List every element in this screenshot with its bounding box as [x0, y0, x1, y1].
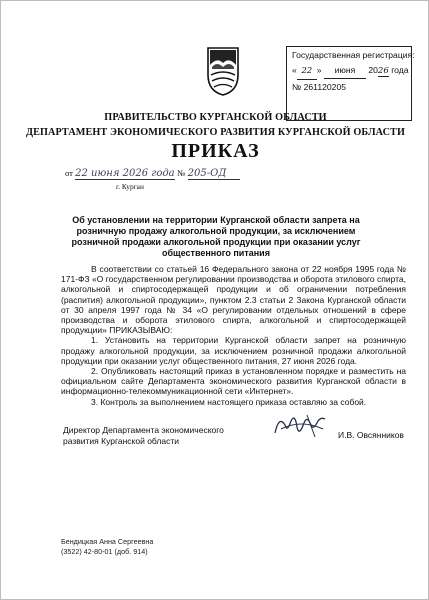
signatory-position: [63, 425, 238, 446]
signatory-position-line2: развития Курганской области: [63, 435, 179, 446]
document-type-title: ПРИКАЗ: [171, 140, 260, 162]
body-preamble: В соответствии со статьей 16 Федерального закона от 22 ноября 1995 года № 171-ФЗ «О государственном регулировании производства и оборота этилового спирта, алкогольной и спиртосодержащей продукции и об ограничении потребления (распития) алкогольной продукции», пунктом 2.3 статьи 2 Закона Курганской области от 30 апреля 1997 года № 34 «О регулировании отдельных отношений в сфере производства и оборота этилового спирта, алкогольной и спиртосодержащей продукции» ПРИКАЗЫВАЮ:: [61, 264, 406, 336]
registration-label: Государственная регистрация:: [292, 50, 415, 60]
registration-year-prefix: 20: [368, 65, 378, 75]
order-date-handwritten: 22 июня 2026 года: [75, 168, 175, 179]
registration-number-line: [292, 80, 406, 95]
registration-number-label: №: [292, 82, 302, 92]
executor-name: Бендицкая Анна Сергеевна: [61, 537, 154, 546]
government-title: ПРАВИТЕЛЬСТВО КУРГАНСКОЙ ОБЛАСТИ: [104, 112, 327, 123]
executor-phone: (3522) 42-80-01 (доб. 914): [61, 546, 148, 556]
registration-year-word: года: [391, 65, 409, 75]
registration-number: 261120205: [303, 82, 347, 92]
registration-month: июня: [324, 63, 366, 79]
registration-quote-close: »: [316, 65, 322, 75]
registration-year-suffix: 26: [377, 66, 389, 76]
coat-of-arms-icon: [205, 45, 241, 97]
order-number-handwritten: 205-ОД: [188, 168, 240, 180]
body-item-2: 2. Опубликовать настоящий приказ в установленном порядке и разместить на официальном сайте Департамента экономического развития Курганской области в информационно-телекоммуникационной сети «Интернет».: [61, 366, 406, 397]
registration-date-line: [292, 63, 409, 80]
signatory-position-line1: Директор Департамента экономического: [63, 425, 224, 435]
order-city: г. Курган: [116, 182, 144, 191]
order-date-number-line: [65, 168, 240, 180]
order-number-label: №: [177, 168, 186, 178]
department-title: ДЕПАРТАМЕНТ ЭКОНОМИЧЕСКОГО РАЗВИТИЯ КУРГАНСКОЙ ОБЛАСТИ: [26, 127, 405, 138]
body-item-3: 3. Контроль за выполнением настоящего приказа оставляю за собой.: [91, 396, 367, 407]
order-subject: Об установлении на территории Курганской области запрета на розничную продажу алкогольной продукции, за исключением розничной продажи алкогольной продукции при оказании услуг общественного питания: [71, 215, 361, 258]
registration-stamp: [286, 46, 415, 121]
order-body: [61, 264, 406, 407]
signatory-name: И.В. Овсянников: [338, 430, 404, 440]
registration-quote-open: «: [292, 65, 297, 75]
registration-day: 22: [297, 64, 317, 80]
body-item-1: 1. Установить на территории Курганской области запрет на розничную продажу алкогольной продукции, за исключением розничной продажи алкогольной продукции при оказании услуг общественного питания, 27 июня 2026 года.: [61, 335, 406, 366]
executor-info: [61, 537, 153, 556]
order-from-label: от: [65, 168, 73, 178]
handwritten-signature: [271, 409, 331, 443]
